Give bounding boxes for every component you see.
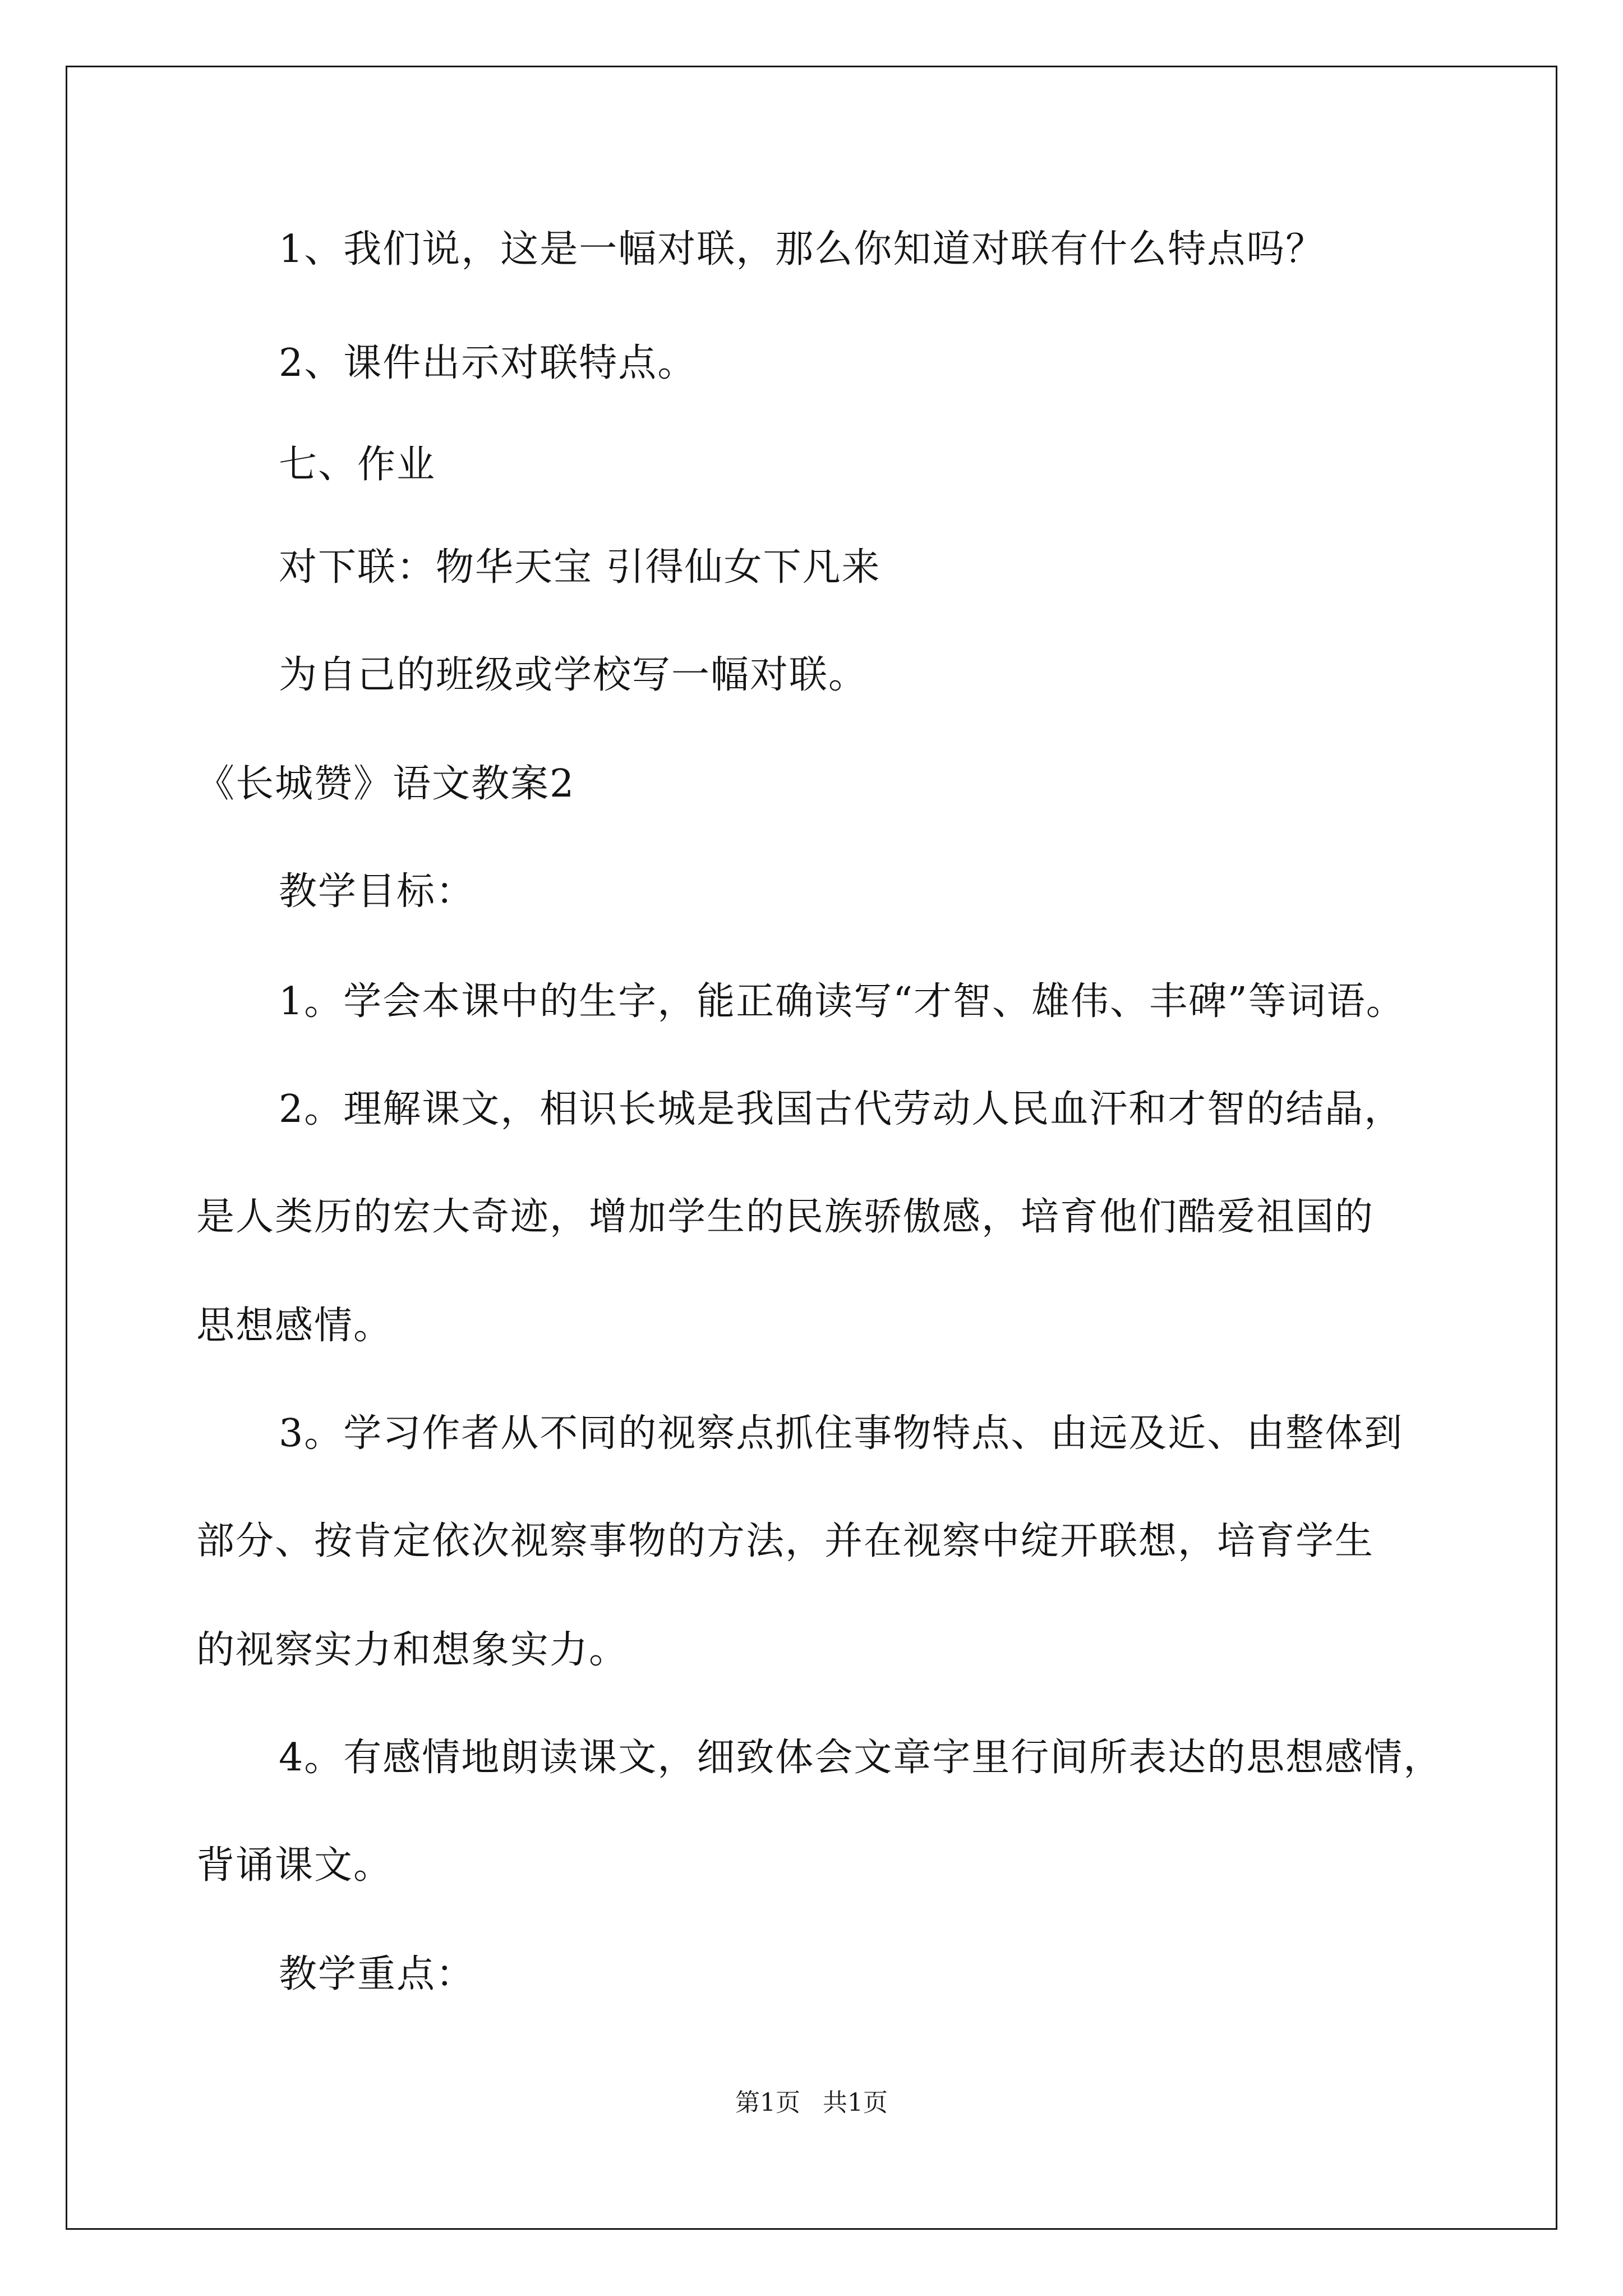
paragraph-line: 思想感情。 [196,1304,393,1348]
paragraph-line: 为自己的班级或学校写一幅对联。 [279,653,868,697]
page-number-total: 共1页 [823,2088,888,2117]
paragraph-line: 是人类历的宏大奇迹，增加学生的民族骄傲感，培育他们酷爱祖国的 [196,1195,1375,1239]
paragraph-line: 的视察实力和想象实力。 [196,1628,629,1672]
section-heading: 教学重点： [279,1952,476,1996]
paragraph-line: 1。学会本课中的生字，能正确读写“才智、雄伟、丰碑”等词语。 [279,979,1405,1024]
section-heading: 七、作业 [279,443,436,487]
document-title: 《长城赞》语文教案2 [196,762,575,806]
paragraph-line: 3。学习作者从不同的视察点抓住事物特点、由远及近、由整体到 [279,1411,1404,1456]
section-heading: 教学目标： [279,869,476,914]
paragraph-line: 对下联：物华天宝 引得仙女下凡来 [279,545,881,590]
paragraph-line: 背诵课文。 [196,1843,393,1888]
paragraph-line: 2、课件出示对联特点。 [279,341,697,385]
page-number-current: 第1页 [735,2088,800,2117]
paragraph-line: 部分、按肯定依次视察事物的方法，并在视察中绽开联想，培育学生 [196,1519,1375,1563]
page-footer [0,2088,1623,2117]
paragraph-line: 1、我们说，这是一幅对联，那么你知道对联有什么特点吗？ [279,227,1325,272]
paragraph-line: 2。理解课文，相识长城是我国古代劳动人民血汗和才智的结晶， [279,1087,1404,1131]
paragraph-line: 4。有感情地朗读课文，细致体会文章字里行间所表达的思想感情， [279,1736,1443,1780]
